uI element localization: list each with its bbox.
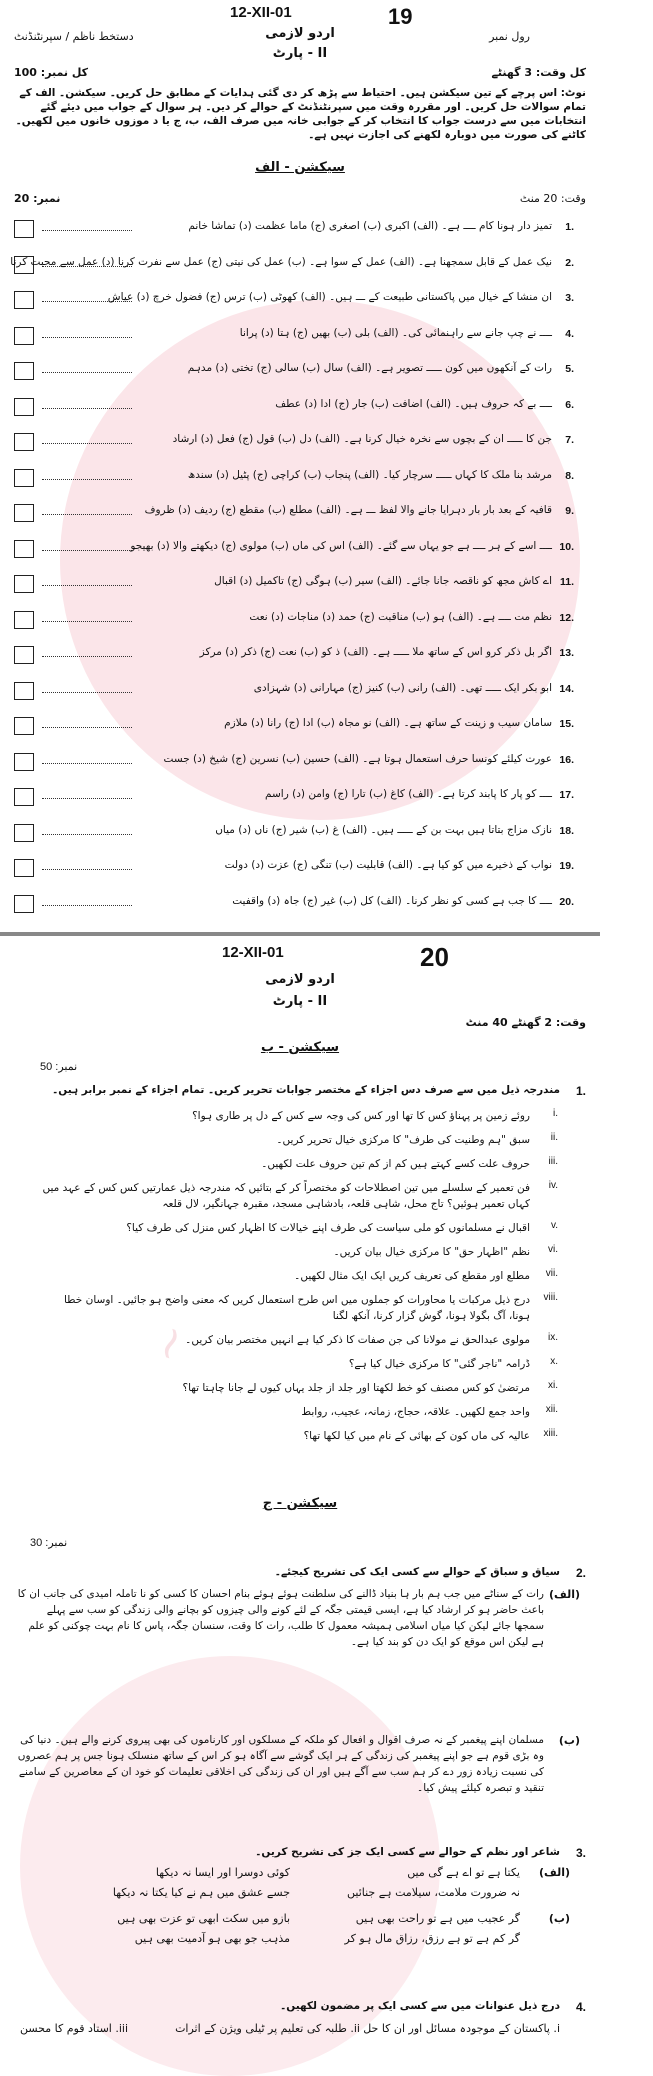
answer-box[interactable] — [14, 504, 34, 522]
mcq-number: 18. — [559, 824, 574, 837]
mcq-row — [14, 784, 580, 810]
short-question-number: i. — [553, 1108, 558, 1119]
instructions-note: نوٹ: اس پرچے کے تین سیکشن ہیں۔ احتیاط سے پڑھ کر دی گئی ہدایات کے مطابق حل کریں۔ سیکشن۔ الف کے تمام سوالات حل کریں۔ اور مقررہ وقت میں سپرنٹنڈنٹ کے حوالے کر دیں۔ ہر سوال کے جواب میں دیئے گئے انتخابات میں سے درست جواب کا انتخاب کر کے جوابی خانہ میں صرف الف، ب، ج یا د موزوں خانوں میں لکھیں۔ کاٹنے کی صورت میں دوبارہ لکھنے کی اجازت نہیں ہے۔ — [15, 87, 586, 141]
mcq-number: 11. — [559, 576, 574, 588]
poem-a-line-1: یکتا ہے تو اے ہے گی میں — [407, 1866, 520, 1879]
mcq-number: 13. — [559, 647, 574, 659]
mcq-number: 1. — [565, 221, 574, 233]
mcq-row — [14, 465, 580, 491]
section-a-time: وقت: 20 منٹ — [519, 192, 586, 205]
mcq-row — [14, 287, 580, 313]
poem-b-line-2: بازو میں سکت ابھی تو عزت بھی ہیں — [117, 1912, 290, 1925]
poem-a-line-4: جسے عشق میں ہم نے کیا یکتا نہ دیکھا — [112, 1886, 290, 1899]
mcq-text: ــــ بے کہ حروف ہیں۔ (الف) اضافت (ب) جار (ج) ادا (د) عطف — [275, 397, 552, 410]
mcq-row — [14, 358, 580, 384]
answer-dotted-line — [42, 763, 132, 764]
mcq-text: ــــ کا جب ہے کسی کو نظر کرنا۔ (الف) کل (ب) غیر (ج) جاہ (د) واقفیت — [232, 894, 552, 907]
mcq-row — [14, 642, 580, 668]
question-4-intro: درج ذیل عنوانات میں سے کسی ایک پر مضمون لکھیں۔ — [280, 2000, 560, 2012]
answer-box[interactable] — [14, 433, 34, 451]
total-marks: کل نمبر: 100 — [14, 66, 89, 79]
short-question-number: iii. — [548, 1156, 558, 1167]
short-question-number: xiii. — [543, 1428, 558, 1439]
answer-box[interactable] — [14, 788, 34, 806]
short-question-text: اقبال نے مسلمانوں کو ملی سیاست کی طرف اپنے خیالات کا اظہار کس منزل کی طرف کیا؟ — [126, 1222, 530, 1234]
mcq-text: ــــ نے چپ جانے سے راہنمائی کی۔ (الف) بلی (ب) بھیں (ج) ہتا (د) پرانا — [239, 326, 552, 339]
section-a-marks: نمبر: 20 — [14, 192, 61, 205]
mcq-number: 16. — [559, 753, 574, 766]
mcq-row — [14, 749, 580, 775]
mcq-row — [14, 394, 580, 420]
answer-dotted-line — [42, 479, 132, 480]
mcq-row — [14, 323, 580, 349]
mcq-text: نواب کے ذخیرے میں کو کیا ہے۔ (الف) قابلیت (ب) تنگی (ج) عزت (د) دولت — [224, 859, 552, 871]
mcq-row — [14, 855, 580, 881]
answer-dotted-line — [42, 585, 132, 586]
mcq-text: جن کا ـــــ ان کے بچوں سے نخرہ خیال کرنا ہے۔ (الف) دل (ب) قول (ج) فعل (د) ارشاد — [172, 433, 552, 445]
subject-title: اردو لازمی — [265, 972, 335, 987]
short-question-text: فن تعمیر کے سلسلے میں تین اصطلاحات کو مختصراً کر کے بتائیں کہ مندرجہ ذیل عمارتیں کس کس کے عہد میں کہاں تعمیر ہوئیں؟ تاج محل، شاہی قلعہ، بادشاہی مسجد، مقبرہ جہانگیر، لال قلعہ — [42, 1182, 530, 1210]
answer-dotted-line — [42, 905, 132, 906]
question-1-intro: مندرجہ ذیل میں سے صرف دس اجزاء کے مختصر جوابات تحریر کریں۔ تمام اجزاء کے نمبر برابر ہیں۔ — [52, 1084, 560, 1096]
answer-box[interactable] — [14, 824, 34, 842]
mcq-row — [10, 252, 580, 278]
essay-topic-1: i. پاکستان کے موجودہ مسائل اور ان کا حل — [363, 2022, 560, 2035]
mcq-row — [14, 607, 580, 633]
poem-b-line-1: گر عجیب میں ہے تو راحت بھی ہیں — [355, 1912, 520, 1925]
mcq-number: 17. — [559, 789, 574, 801]
short-question-text: حروف علت کسے کہتے ہیں کم از کم تین حروف علت لکھیں۔ — [261, 1158, 530, 1170]
answer-box[interactable] — [14, 859, 34, 877]
answer-box[interactable] — [14, 717, 34, 735]
mcq-text: ــــ کو پار کا پابند کرتا ہے۔ (الف) کاغ (ب) تارا (ج) وامن (د) راسم — [265, 788, 552, 800]
roll-number-label: رول نمبر — [489, 30, 530, 43]
question-3-intro: شاعر اور نظم کے حوالے سے کسی ایک جز کی تشریح کریں۔ — [255, 1846, 560, 1858]
question-3-number: 3. — [575, 1846, 586, 1860]
short-question-text: واحد جمع لکھیں۔ علاقہ، حجاج، زمانہ، عجیب، روابط — [301, 1406, 530, 1418]
mcq-number: 8. — [565, 469, 574, 482]
short-question-number: xii. — [545, 1404, 558, 1415]
answer-box[interactable] — [14, 646, 34, 664]
page-number: 20 — [420, 942, 449, 972]
mcq-number: 12. — [559, 611, 574, 624]
answer-dotted-line — [42, 443, 132, 444]
mcq-number: 4. — [565, 327, 574, 340]
mcq-row — [14, 891, 580, 917]
mcq-number: 9. — [565, 505, 574, 517]
short-question-number: v. — [550, 1220, 558, 1231]
short-question-text: درج ذیل مرکبات یا محاورات کو جملوں میں اس طرح استعمال کریں کہ معنی واضح ہو جائیں۔ اوسان خطا ہونا، آگ بگولا ہونا، گوش گزار کرنا، آنکھ لگنا — [63, 1294, 530, 1322]
subject-title: اردو لازمی — [265, 26, 335, 41]
question-2b-label: (ب) — [558, 1734, 580, 1747]
answer-dotted-line — [42, 337, 132, 338]
poem-a-line-3: نہ ضرورت ملامت، سیلامت ہے جنائیں — [347, 1886, 520, 1899]
question-2-number: 2. — [575, 1566, 586, 1580]
short-question-number: vi. — [548, 1244, 558, 1255]
section-c-marks: نمبر: 30 — [30, 1537, 68, 1549]
mcq-text: ابو بکر ایک ـــــ تھی۔ (الف) رانی (ب) کنیز (ج) مہارانی (د) شہزادی — [253, 681, 552, 694]
part-title: پارٹ - II — [272, 46, 328, 61]
mcq-number: 10. — [559, 540, 574, 553]
answer-dotted-line — [42, 869, 132, 870]
mcq-text: مرشد بنا ملک کا کہاں ـــــ سرچار کیا۔ (الف) پنجاب (ب) کراچی (ج) پٹیل (د) سندھ — [187, 468, 552, 481]
mcq-row — [14, 429, 580, 455]
question-1-number: 1. — [575, 1084, 586, 1098]
answer-dotted-line — [42, 230, 132, 231]
answer-box[interactable] — [14, 469, 34, 487]
short-question-text: مرتضیٰ کو کس مصنف کو خط لکھتا اور جلد از جلد یہاں کیوں لے جانا چاہتا تھا؟ — [182, 1382, 530, 1394]
mcq-number: 20. — [559, 895, 574, 908]
paper-code: 12-XII-01 — [222, 944, 284, 961]
answer-box[interactable] — [14, 753, 34, 771]
mcq-number: 7. — [565, 434, 574, 446]
mcq-text: نظم مت ــــ ہے۔ (الف) ہو (ب) مناقبت (ج) حمد (د) مناجات (د) نعت — [249, 610, 552, 623]
question-2a-text: رات کے سناٹے میں جب ہم بار ہا بنیاد ڈالنے کی سلطنت ہوئے ہوئے بنام احسان کا کسی کو نا تاملہ امیدی کی جانب ان کا باعث حاضر ہو کر ارشاد کیا ہے، ایسی قیمتی جگہ کے لئے کونے والی چیزوں کو بچانے والی زندگی کو سب سے پہلے سمجھا جائے لیکن کیا میاں اسلامی ہمیشہ معمول کا طلب، رات کا وقت، سنسان جگہ، پاس کا نام بہت چوکنی کو علم ہے لیکن اس موقع کو ایک دن کو بند کیا ہے۔ — [17, 1588, 544, 1648]
short-question-text: ڈرامہ "ناجر گئی" کا مرکزی خیال کیا ہے؟ — [348, 1358, 530, 1370]
watermark-text: ~ — [137, 1315, 202, 1371]
mcq-text: نیک عمل کے قابل سمجھنا ہے۔ (الف) عمل کے سوا ہے۔ (ب) عمل کی نیتی (ج) عمل سے نفرت کرنا (د) عمل سے محبت کرنا — [10, 255, 552, 268]
answer-dotted-line — [42, 372, 132, 373]
question-3b-label: (ب) — [548, 1912, 570, 1925]
question-2b-text: مسلمان اپنے پیغمبر کے نہ صرف اقوال و افعال کو ملکہ کے مسلکوں اور کارناموں کی بھی پیروی کرنے والے ہیں۔ دنیا کی وہ بڑی قوم ہے جو اپنے پیغمبر کی زندگی کے ہر ایک گوشے سے آگاہ ہو کر اس کے ساتھ منسلک ہونا جس پر ہم عصروں کی نسبت زیادہ زور دے کر ہم سب سے آگے ہیں اور ان کی زندگی کی اخلاقی تعلیمات کو خود ان کے معاصرین کے سامنے تنقید و تبصرہ کیلئے پیش کیا۔ — [17, 1734, 544, 1794]
answer-box[interactable] — [14, 362, 34, 380]
mcq-row — [14, 536, 580, 562]
answer-dotted-line — [42, 834, 132, 835]
answer-dotted-line — [42, 798, 132, 799]
mcq-row — [14, 571, 580, 597]
answer-box[interactable] — [14, 291, 34, 309]
section-b-marks: نمبر: 50 — [40, 1061, 78, 1073]
answer-dotted-line — [42, 514, 132, 515]
question-2a-label: (الف) — [548, 1588, 580, 1601]
mcq-number: 14. — [559, 682, 574, 695]
poem-b-line-4: مذہب جو بھی ہو آدمیت بھی ہیں — [134, 1932, 290, 1945]
answer-dotted-line — [42, 656, 132, 657]
mcq-row — [14, 713, 580, 739]
answer-dotted-line — [42, 550, 132, 551]
paper-code: 12-XII-01 — [230, 4, 292, 21]
mcq-text: رات کے آنکھوں میں کون ـــــ تصویر ہے۔ (الف) سال (ب) سالی (ج) تختی (د) مدہم — [187, 362, 552, 374]
short-question-text: مطلع اور مقطع کی تعریف کریں ایک ایک مثال لکھیں۔ — [294, 1270, 530, 1282]
short-question-number: ix. — [548, 1332, 558, 1343]
essay-topic-2: ii. طلبہ کی تعلیم پر ٹیلی ویژن کے اثرات — [175, 2022, 360, 2035]
short-question-number: iv. — [548, 1180, 558, 1191]
answer-dotted-line — [42, 621, 132, 622]
section-a-title: سیکشن - الف — [255, 160, 345, 175]
short-question-text: عالیہ کی ماں کون کے بھائی کے نام میں کیا لکھا تھا؟ — [303, 1430, 530, 1442]
signature-label: دستخط ناظم / سپرنٹنڈنٹ — [14, 30, 134, 43]
mcq-row — [14, 820, 580, 846]
mcq-number: 19. — [559, 860, 574, 872]
page-number: 19 — [388, 4, 413, 29]
short-question-number: x. — [550, 1356, 558, 1367]
mcq-row — [14, 216, 580, 242]
answer-dotted-line — [42, 692, 132, 693]
short-question-text: سبق "ہم وطنیت کی طرف" کا مرکزی خیال تحریر کریں۔ — [276, 1134, 530, 1146]
answer-box[interactable] — [14, 220, 34, 238]
section-c-title: سیکشن - ج — [262, 1496, 338, 1511]
mcq-text: قافیہ کے بعد بار بار دہرایا جانے والا لفظ ـــ ہے۔ (الف) مطلع (ب) مقطع (ج) ردیف (د) ظروف — [144, 504, 552, 516]
short-question-text: روئے زمین پر پہناؤ کس کا تھا اور کس کی وجہ سے کس کے دل پر طاری ہوا؟ — [192, 1110, 530, 1122]
answer-box[interactable] — [14, 611, 34, 629]
mcq-number: 15. — [559, 718, 574, 730]
question-3a-label: (الف) — [538, 1866, 570, 1879]
answer-box[interactable] — [14, 575, 34, 593]
answer-box[interactable] — [14, 398, 34, 416]
mcq-row — [14, 678, 580, 704]
section-b-title: سیکشن - ب — [260, 1040, 340, 1055]
part-title: پارٹ - II — [272, 994, 328, 1009]
exam-page-20 — [0, 936, 600, 2059]
exam-page-19 — [0, 0, 600, 932]
mcq-text: سامان سیب و زینت کے ساتھ ہے۔ (الف) نو مجاہ (ب) ادا (ج) رانا (د) ملازم — [224, 717, 552, 729]
short-question-number: xi. — [548, 1380, 558, 1391]
short-question-text: مولوی عبدالحق نے مولانا کی جن صفات کا ذکر کیا ہے انہیں مختصر بیان کریں۔ — [185, 1334, 530, 1346]
mcq-text: تمیز دار ہونا کام ــــ ہے۔ (الف) اکبری (ب) اصغری (ج) ماما عظمت (د) تماشا خانم — [188, 220, 552, 232]
poem-b-line-3: گر کم ہے تو ہے رزق، رزاق مال ہو کر — [344, 1932, 520, 1945]
mcq-text: ان منشا کے خیال میں پاکستانی طبیعت کے ـــ ہیں۔ (الف) کھوٹی (ب) ترس (ج) فضول خرچ (د) عیاش — [107, 291, 552, 303]
mcq-number: 2. — [565, 256, 574, 269]
answer-box[interactable] — [14, 895, 34, 913]
answer-box[interactable] — [14, 327, 34, 345]
mcq-text: ــــ اسے کے ہر ــــ ہے جو یہاں سے گئے۔ (الف) اس کی ماں (ب) مولوی (ج) دیکھتے والا (د) بھیجو — [130, 539, 552, 552]
short-question-number: viii. — [543, 1292, 558, 1303]
section-time: وقت: 2 گھنٹے 40 منٹ — [465, 1016, 586, 1029]
poem-a-line-2: کوئی دوسرا اور ایسا نہ دیکھا — [155, 1866, 290, 1879]
total-time: کل وقت: 3 گھنٹے — [491, 66, 586, 79]
question-4-number: 4. — [575, 2000, 586, 2014]
answer-box[interactable] — [14, 682, 34, 700]
short-question-text: نظم "اظہار حق" کا مرکزی خیال بیان کریں۔ — [333, 1246, 530, 1258]
answer-dotted-line — [42, 408, 132, 409]
answer-dotted-line — [42, 727, 132, 728]
answer-box[interactable] — [14, 540, 34, 558]
mcq-text: اگر بل ذکر کرو اس کے ساتھ ملا ـــــ ہے۔ (الف) ذ کو (ب) نعت (ج) ذکر (د) مرکز — [199, 646, 552, 658]
mcq-text: عورت کیلئے کونسا حرف استعمال ہوتا ہے۔ (الف) حسین (ب) نسرین (ج) شیخ (د) جست — [163, 752, 552, 765]
mcq-text: اے کاش مجھ کو ناقصہ جانا جائے۔ (الف) سیر (ب) ہوگی (ج) تاکمیل (د) اقبال — [214, 575, 552, 587]
short-question-number: ii. — [550, 1132, 558, 1143]
mcq-number: 6. — [565, 398, 574, 411]
question-2-intro: سیاق و سباق کے حوالے سے کسی ایک کی تشریح کیجئے۔ — [274, 1566, 560, 1578]
short-question-number: vii. — [545, 1268, 558, 1279]
mcq-number: 3. — [565, 292, 574, 304]
mcq-number: 5. — [565, 363, 574, 375]
mcq-text: نازک مزاج بتاتا ہیں بہت بن کے ـــــ ہیں۔ (الف) غ (ب) شیر (ج) ناں (د) میاں — [215, 823, 552, 836]
essay-topic-3: iii. استاد قوم کا محسن — [20, 2022, 129, 2035]
mcq-row — [14, 500, 580, 526]
